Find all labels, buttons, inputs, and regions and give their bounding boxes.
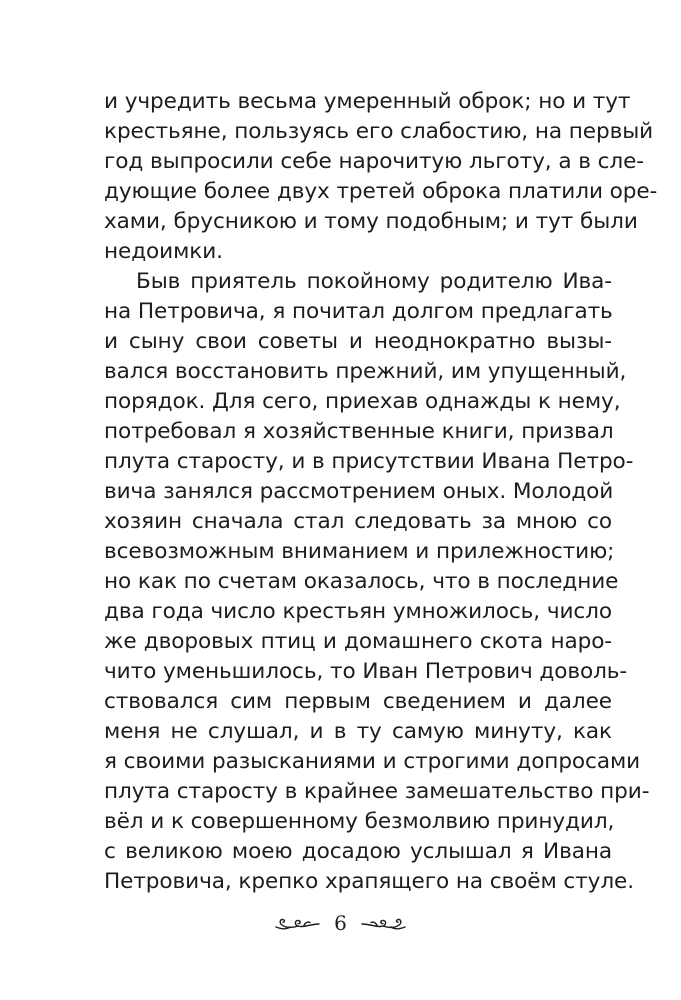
page-footer xyxy=(0,908,681,938)
text-line: меня не слушал, и в ту самую минуту, как xyxy=(104,719,612,744)
text-line: хозяин сначала стал следовать за мною со xyxy=(104,509,612,534)
text-line: вича занялся рассмотрением оных. Молодой xyxy=(104,479,614,504)
text-line: вёл и к совершенному безмолвию принудил, xyxy=(104,809,615,834)
text-line: недоимки. xyxy=(104,239,223,264)
text-line: хами, брусникою и тому подобным; и тут были xyxy=(104,209,638,234)
text-line: но как по счетам оказалось, что в последние xyxy=(104,569,619,594)
text-line: же дворовых птиц и домашнего скота наро- xyxy=(104,629,612,654)
paragraph-1 xyxy=(104,87,658,267)
text-line: потребовал я хозяйственные книги, призвал xyxy=(104,419,614,444)
text-line: плута старосту в крайнее замешательство при- xyxy=(104,779,650,804)
text-line: порядок. Для сего, приехав однажды к нему, xyxy=(104,389,621,414)
text-line: чито уменьшилось, то Иван Петрович доволь- xyxy=(104,659,628,684)
text-line: два года число крестьян умножилось, число xyxy=(104,599,612,624)
text-line: дующие более двух третей оброка платили оре- xyxy=(104,179,658,204)
text-line: Быв приятель покойному родителю Ива- xyxy=(136,269,612,294)
text-line: вался восстановить прежний, им упущенный, xyxy=(104,359,627,384)
text-line: плута старосту, и в присутствии Ивана Петро- xyxy=(104,449,634,474)
flourish-right-icon xyxy=(361,915,407,931)
text-line: ствовался сим первым сведением и далее xyxy=(104,689,612,714)
text-line: Петровича, крепко храпящего на своём стуле. xyxy=(104,869,634,894)
paragraph-2 xyxy=(104,267,650,897)
text-line: год выпросили себе нарочитую льготу, а в сле- xyxy=(104,149,644,174)
flourish-left-icon xyxy=(274,915,320,931)
text-line: крестьяне, пользуясь его слабостию, на первый xyxy=(104,119,654,144)
text-line: и сыну свои советы и неоднократно вызы- xyxy=(104,329,612,354)
text-line: с великою моею досадою услышал я Ивана xyxy=(104,839,612,864)
text-line: я своими разысканиями и строгими допросами xyxy=(104,749,641,774)
text-line: и учредить весьма умеренный оброк; но и тут xyxy=(104,89,631,114)
text-line: на Петровича, я почитал долгом предлагать xyxy=(104,299,613,324)
text-line: всевозможным вниманием и прилежностию; xyxy=(104,539,615,564)
page-number: 6 xyxy=(334,911,347,935)
page-body-text xyxy=(104,87,658,897)
